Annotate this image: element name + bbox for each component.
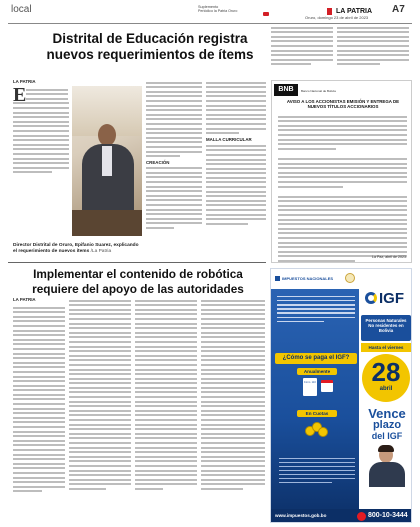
- brand-logo: [327, 2, 372, 20]
- supplement-title: Suplemento: [198, 5, 219, 9]
- ad-month: abril: [379, 386, 393, 392]
- ad-person-photo: [363, 445, 411, 487]
- brand-name: LA PATRIA: [336, 7, 373, 15]
- ad-option2: En Cuotas: [297, 410, 337, 417]
- photo-person-head: [98, 124, 116, 146]
- ad-top-band: [271, 269, 412, 289]
- page-number: A7: [392, 4, 405, 15]
- coins-icon: [305, 420, 327, 438]
- article2-col1: [13, 304, 65, 522]
- article2-dropcap: [13, 304, 21, 318]
- article1-col6: [337, 24, 409, 80]
- ad-person-hair: [378, 445, 394, 452]
- article1-dropcap: E: [13, 84, 27, 106]
- bnb-notice: [271, 80, 412, 263]
- ad-web[interactable]: www.impuestos.gob.bo: [275, 513, 327, 518]
- ad-option-cuotas: [279, 410, 355, 452]
- article2-col2: [69, 297, 131, 522]
- youtube-icon: [263, 12, 269, 16]
- igf-logo: [361, 287, 412, 313]
- form-label: Form. 110: [304, 381, 316, 384]
- article1-col1: [13, 86, 69, 240]
- supplement-logo: [198, 5, 237, 13]
- article2-byline: LA PATRIA: [13, 297, 36, 302]
- form-icon: [303, 378, 317, 396]
- bnb-notice-footer: La Paz, abril de 2023.: [372, 255, 407, 259]
- article1-caption: [13, 243, 143, 254]
- bnb-logo-block: [274, 84, 298, 96]
- ad-vence-3: del IGF: [371, 431, 403, 441]
- article1-col3: [146, 79, 202, 254]
- ad-vence: [361, 407, 412, 441]
- article1-subhead-malla: MALLA CURRICULAR: [206, 137, 252, 143]
- ad-vence-2: plazo: [372, 419, 402, 431]
- ad-until-banner: [361, 343, 411, 352]
- bolivia-seal-icon: [345, 273, 355, 283]
- ad-question: ¿Cómo se paga el IGF?: [282, 355, 350, 361]
- caption-credit: /La Patria: [90, 248, 112, 254]
- section-divider: [8, 262, 266, 263]
- impuestos-logo-icon: [275, 276, 280, 281]
- bnb-logo-text: BNB: [278, 86, 294, 93]
- article1-subhead-creacion: CREACIÓN: [146, 159, 170, 165]
- ad-option1: Anualmente: [297, 368, 337, 375]
- article1-byline: LA PATRIA: [13, 79, 36, 84]
- igf-brand: IGF: [379, 290, 404, 307]
- ad-until: Hasta el viernes: [368, 345, 404, 350]
- ad-question-banner: [275, 353, 357, 364]
- ad-persons: Personas Naturales No residentes en Bolivia: [365, 318, 407, 334]
- calendar-icon: [321, 380, 333, 392]
- ad-fine-print: [279, 455, 355, 485]
- article2-col3: [135, 297, 197, 522]
- header-date: Oruro, domingo 23 de abril de 2023: [305, 15, 369, 20]
- bnb-notice-title: AVISO A LOS ACCIONISTAS EMISIÓN Y ENTREGA DE NUEVOS TÍTULOS ACCIONARIOS: [286, 99, 400, 110]
- caption-text: Director Distrital de Oruro, Epifanio Suarez, explicando el requerimiento de nuevos ítems: [13, 243, 139, 254]
- photo-desk: [72, 210, 142, 236]
- ad-day: 28: [371, 357, 401, 387]
- article2-title: Implementar el contenido de robótica requiere del apoyo de las autoridades: [32, 267, 244, 296]
- ad-vence-1: Vence: [368, 406, 406, 421]
- article1-col4: [206, 79, 266, 254]
- section-label: local: [11, 4, 32, 15]
- article1-photo: [72, 86, 142, 236]
- ad-phone[interactable]: 800-10-3444: [368, 512, 408, 519]
- phone-icon: [357, 512, 366, 521]
- article1-title: Distrital de Educación registra nuevos requerimientos de ítems: [46, 31, 254, 62]
- bnb-logo-sub: Banco Nacional de Bolivia: [301, 89, 336, 93]
- ad-persons-box: [361, 315, 411, 341]
- ad-agency: IMPUESTOS NACIONALES: [282, 276, 334, 281]
- page-header: [0, 0, 420, 24]
- supplement-sub: Periódico la Patria Oruro: [198, 9, 238, 13]
- brand-mark-icon: [327, 8, 332, 15]
- ad-info-text: [277, 293, 355, 325]
- article1-col5: [271, 24, 333, 80]
- photo-person-shirt: [102, 146, 112, 176]
- ad-bottom-bar: [271, 509, 412, 523]
- ad-date-circle: [362, 354, 410, 402]
- igf-swoosh-icon: [365, 292, 377, 304]
- ad-option-anual: [279, 368, 355, 410]
- article2-col4: [201, 297, 265, 522]
- ad-person-body: [369, 462, 405, 487]
- igf-advertisement[interactable]: [270, 268, 412, 523]
